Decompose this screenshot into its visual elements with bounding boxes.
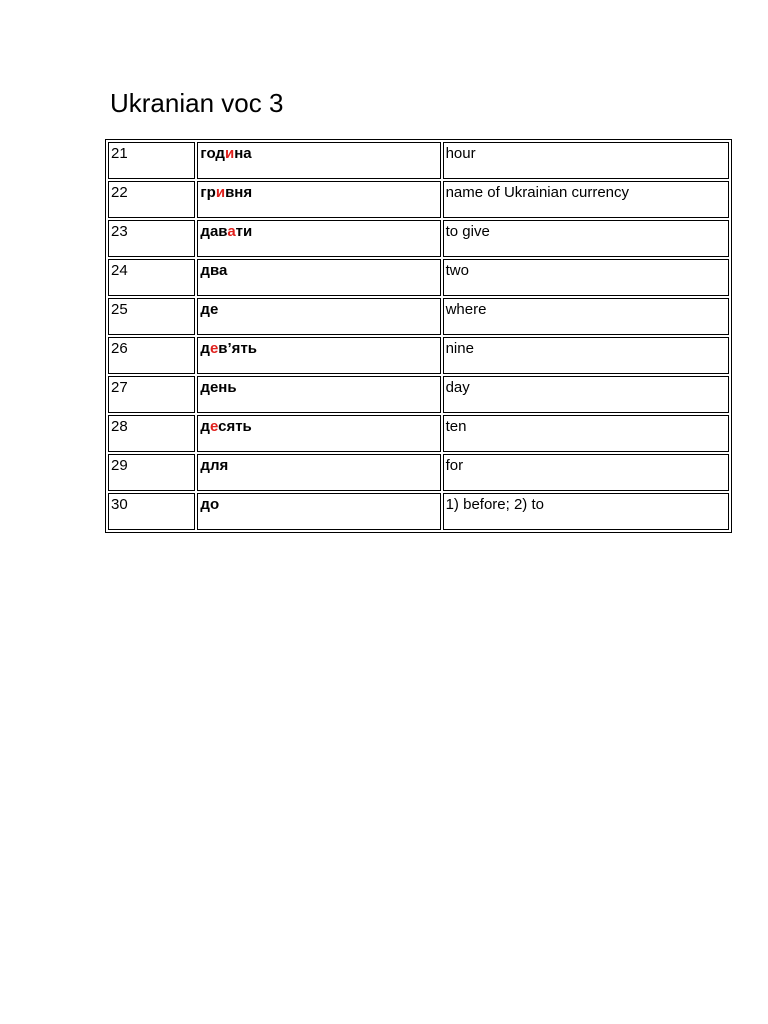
word-segment: на [234,145,252,162]
ukrainian-word-cell [197,142,440,179]
table-row [108,259,729,296]
row-number-cell: 27 [108,376,195,413]
translation-cell: where [443,298,729,335]
table-row [108,415,729,452]
word-segment: два [200,262,228,279]
stressed-vowel: а [227,223,236,240]
translation-cell: name of Ukrainian currency [443,181,729,218]
word-segment: год [200,145,225,162]
ukrainian-word-cell [197,259,440,296]
word-segment: день [200,379,237,396]
vocabulary-table [105,139,732,533]
word-segment: д [200,418,210,435]
stressed-vowel: и [224,145,235,162]
translation-cell: ten [443,415,729,452]
word-segment: ти [235,223,253,240]
ukrainian-word-cell [197,376,440,413]
table-row [108,181,729,218]
ukrainian-word-cell [197,493,440,530]
row-number-cell: 25 [108,298,195,335]
word-segment: дав [200,223,228,240]
word-segment: вня [225,184,253,201]
translation-cell: nine [443,337,729,374]
table-row [108,337,729,374]
table-row [108,220,729,257]
word-segment: до [200,496,220,513]
row-number-cell: 24 [108,259,195,296]
row-number-cell: 21 [108,142,195,179]
row-number-cell: 23 [108,220,195,257]
table-row [108,493,729,530]
translation-cell: day [443,376,729,413]
stressed-vowel: е [209,418,219,435]
row-number-cell: 30 [108,493,195,530]
table-row [108,142,729,179]
ukrainian-word-cell [197,220,440,257]
ukrainian-word-cell [197,415,440,452]
row-number-cell: 22 [108,181,195,218]
stressed-vowel: е [209,340,219,357]
word-segment: де [200,301,219,318]
word-segment: гр [200,184,216,201]
translation-cell: 1) before; 2) to [443,493,729,530]
row-number-cell: 26 [108,337,195,374]
translation-cell: hour [443,142,729,179]
stressed-vowel: и [215,184,226,201]
row-number-cell: 29 [108,454,195,491]
page-title: Ukranian voc 3 [110,88,284,118]
word-segment: в’ять [218,340,258,357]
word-segment: д [200,340,210,357]
translation-cell: to give [443,220,729,257]
word-segment: для [200,457,229,474]
ukrainian-word-cell [197,298,440,335]
table-row [108,298,729,335]
word-segment: сять [218,418,252,435]
table-row [108,376,729,413]
table-row [108,454,729,491]
ukrainian-word-cell [197,181,440,218]
ukrainian-word-cell [197,337,440,374]
translation-cell: for [443,454,729,491]
vocabulary-table-body [108,142,729,530]
row-number-cell: 28 [108,415,195,452]
ukrainian-word-cell [197,454,440,491]
translation-cell: two [443,259,729,296]
